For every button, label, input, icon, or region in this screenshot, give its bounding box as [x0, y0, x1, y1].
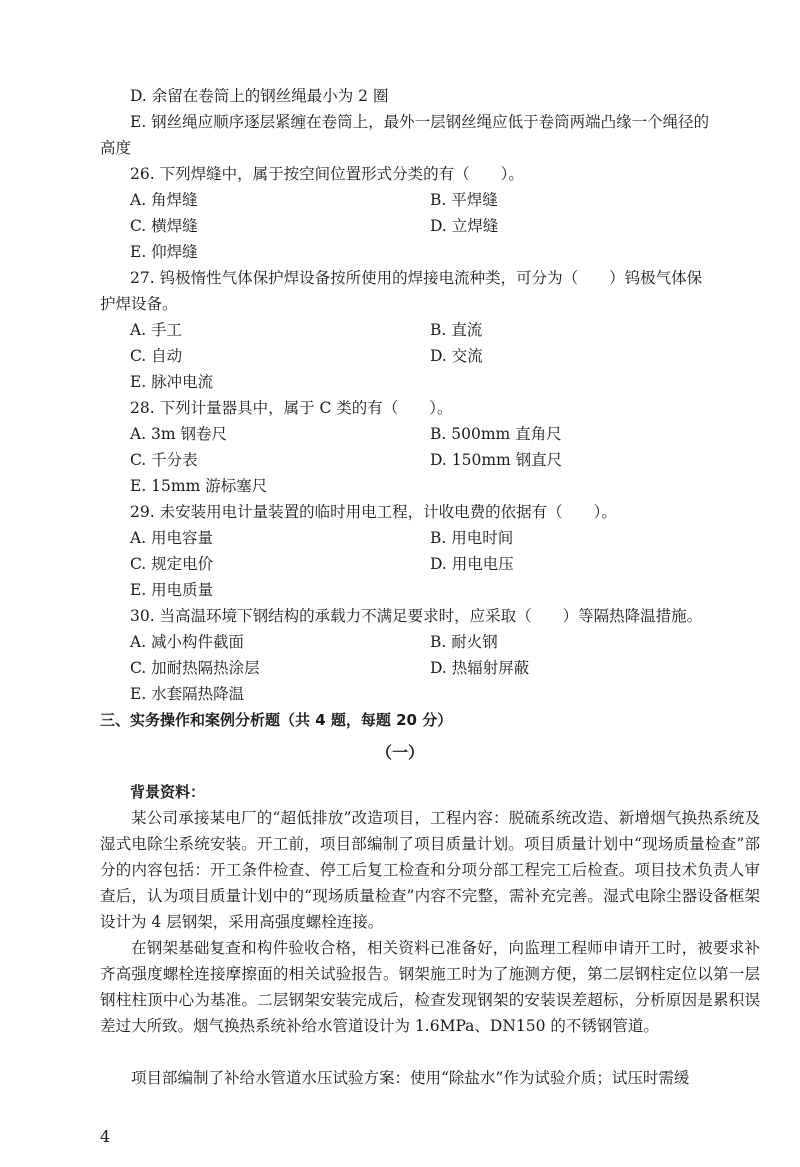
- q27-option-d: D. 交流: [430, 347, 483, 365]
- q29-stem: 29. 未安装用电计量装置的临时用电工程，计收电费的依据有（ ）。: [130, 503, 617, 521]
- q26-stem: 26. 下列焊缝中，属于按空间位置形式分类的有（ ）。: [130, 165, 524, 183]
- q28-option-c: C. 千分表: [130, 451, 198, 469]
- q27-stem-cont: 护焊设备。: [100, 295, 178, 313]
- q26-option-c: C. 横焊缝: [130, 217, 198, 235]
- q30-option-e: E. 水套隔热降温: [130, 685, 245, 703]
- q26-option-d: D. 立焊缝: [430, 217, 499, 235]
- q29-option-c: C. 规定电价: [130, 555, 214, 573]
- paragraph-2: 在钢架基础复查和构件验收合格，相关资料已准备好，向监理工程师申请开工时，被要求补齐高强度螺栓连接摩擦面的相关试验报告。钢架施工时为了施测方便，第二层钢柱定位以第一层钢柱柱顶中心为基准。二层钢架安装完成后，检查发现钢架的安装误差超标，分析原因是累积误差过大所致。烟气换热系统补给水管道设计为 1.6MPa、DN150 的不锈钢管道。: [100, 939, 760, 1035]
- q26-option-a: A. 角焊缝: [130, 191, 198, 209]
- paragraph-3: 项目部编制了补给水管道水压试验方案：使用“除盐水”作为试验介质；试压时需缓: [131, 1069, 690, 1087]
- q26-option-b: B. 平焊缝: [430, 191, 498, 209]
- option-e-prev-cont: 高度: [100, 139, 132, 157]
- option-d-prev: D. 余留在卷筒上的钢丝绳最小为 2 圈: [130, 87, 389, 105]
- q27-stem: 27. 钨极惰性气体保护焊设备按所使用的焊接电流种类，可分为（ ）钨极气体保: [130, 269, 703, 287]
- option-e-prev: E. 钢丝绳应顺序逐层紧缠在卷筒上，最外一层钢丝绳应低于卷筒两端凸缘一个绳径的: [130, 113, 710, 131]
- q27-option-a: A. 手工: [130, 321, 183, 339]
- paragraph-1: 某公司承接某电厂的“超低排放”改造项目，工程内容：脱硫系统改造、新增烟气换热系统及湿式电除尘系统安装。开工前，项目部编制了项目质量计划。项目质量计划中“现场质量检查”部分的内容包括：开工条件检查、停工后复工检查和分项分部工程完工后检查。项目技术负责人审查后，认为项目质量计划中的“现场质量检查”内容不完整，需补充完善。湿式电除尘器设备框架设计为 4 层钢架，采用高强度螺栓连接。: [100, 809, 760, 931]
- q30-stem: 30. 当高温环境下钢结构的承载力不满足要求时，应采取（ ）等隔热降温措施。: [130, 607, 703, 625]
- q30-option-a: A. 减小构件截面: [130, 633, 245, 651]
- q27-option-c: C. 自动: [130, 347, 183, 365]
- background-label: 背景资料：: [130, 783, 206, 801]
- section-heading: 三、实务操作和案例分析题（共 4 题，每题 20 分）: [100, 711, 453, 729]
- q30-option-d: D. 热辐射屏蔽: [430, 659, 530, 677]
- q29-option-e: E. 用电质量: [130, 581, 214, 599]
- q29-option-a: A. 用电容量: [130, 529, 214, 547]
- q30-option-c: C. 加耐热隔热涂层: [130, 659, 260, 677]
- q28-option-b: B. 500mm 直角尺: [430, 425, 562, 443]
- q28-option-a: A. 3m 钢卷尺: [130, 425, 228, 443]
- q27-option-e: E. 脉冲电流: [130, 373, 214, 391]
- q28-stem: 28. 下列计量器具中，属于 C 类的有（ ）。: [130, 399, 453, 417]
- q30-option-b: B. 耐火钢: [430, 633, 498, 651]
- q26-option-e: E. 仰焊缝: [130, 243, 198, 261]
- q28-option-e: E. 15mm 游标塞尺: [130, 477, 268, 495]
- q29-option-d: D. 用电电压: [430, 555, 514, 573]
- q27-option-b: B. 直流: [430, 321, 483, 339]
- q28-option-d: D. 150mm 钢直尺: [430, 451, 563, 469]
- case-title: （一）: [375, 743, 424, 762]
- q29-option-b: B. 用电时间: [430, 529, 514, 547]
- page-number: 4: [100, 1127, 111, 1146]
